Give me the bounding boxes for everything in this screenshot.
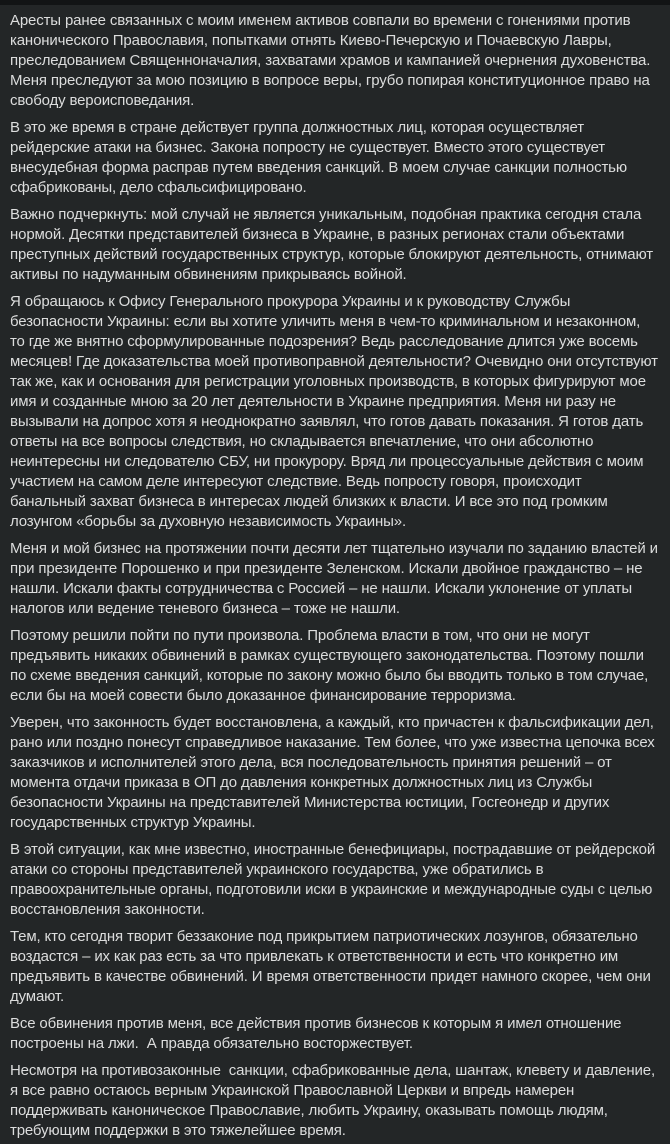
paragraph-arrests-of-assets: Аресты ранее связанных с моим именем активов совпали во времени с гонениями против канонического Православия, попытками отнять Киево-Печерскую и Почаевскую Лавры, преследованием Священноначалия, захватами храмов и кампанией очернения духовенства. Меня преследуют за мою позицию в вопросе веры, грубо попирая конституционное право на свободу вероисповедания. (10, 12, 655, 109)
paragraph-retribution: Тем, кто сегодня творит беззаконие под прикрытием патриотических лозунгов, обязательно воздастся – их как раз есть за что привлекать к ответственности и есть что конкретно им предъявить в качестве обвинений. И время ответственности придет намного скорее, чем они думают. (10, 928, 655, 1005)
paragraph-ten-years-scrutiny: Меня и мой бизнес на протяжении почти десяти лет тщательно изучали по заданию властей и при президенте Порошенко и при президенте Зеленском. Искали двойное гражданство – не нашли. Искали факты сотрудничества с Россией – не нашли. Искали уклонение от уплаты налогов или ведение теневого бизнеса – тоже не нашли. (10, 540, 662, 617)
paragraph-accusations-built-on-lies: Все обвинения против меня, все действия против бизнесов к которым я имел отношение построены на лжи. А правда обязательно восторжествует. (10, 1015, 626, 1052)
paragraph-foreign-beneficiaries: В этой ситуации, как мне известно, иностранные бенефициары, пострадавшие от рейдерской атаки со стороны представителей украинского государства, уже обратились в правоохранительные органы, подготовили иски в украинские и международные суды с целью восстановления законности. (10, 841, 660, 918)
paragraph-path-of-arbitrariness: Поэтому решили пойти по пути произвола. Проблема власти в том, что они не могут предъявить никаких обвинений в рамках существующего законодательства. Поэтому пошли по схеме введения санкций, которые по закону можно было бы вводить только в том случае, если бы на моей совести было доказанное финансирование терроризма. (10, 627, 653, 704)
paragraph-faithful-to-church: Несмотря на противозаконные санкции, сфабрикованные дела, шантаж, клевету и давление, я все равно остаюсь верным Украинской Православной Церкви и впредь намерен поддерживать каноническое Православие, любить Украину, оказывать помощь людям, требующим поддержки в это тяжелейшее время. (10, 1062, 660, 1139)
paragraph-lawfulness-restored: Уверен, что законность будет восстановлена, а каждый, кто причастен к фальсификации дел, рано или поздно понесут справедливое наказание. Тем более, что уже известна цепочка всех заказчиков и исполнителей этого дела, вся последовательность принятия решений – от момента отдачи приказа в ОП до давления конкретных должностных лиц из Службы безопасности Украины на представителей Министерства юстиции, Госгеонедр и других государственных структур Украины. (10, 714, 659, 831)
paragraph-raider-attacks: В это же время в стране действует группа должностных лиц, которая осуществляет рейдерские атаки на бизнес. Закона попросту не существует. Вместо этого существует внесудебная форма расправ путем введения санкций. В моем случае санкции полностью сфабрикованы, дело сфальсифицировано. (10, 119, 631, 196)
post-text-body (0, 5, 670, 1141)
paragraph-not-unique-case: Важно подчеркнуть: мой случай не является уникальным, подобная практика сегодня стала нормой. Десятки представителей бизнеса в Украине, в разных регионах стали объектами преступных действий государственных структур, которые блокируют деятельность, отнимают активы по надуманным обвинениям прикрываясь войной. (10, 206, 657, 283)
paragraph-appeal-to-prosecutor: Я обращаюсь к Офису Генерального прокурора Украины и к руководству Службы безопасности Украины: если вы хотите уличить меня в чем-то криминальном и незаконном, то где же внятно сформулированные подозрения? Ведь расследование длится уже восемь месяцев! Где доказательства моей противоправной деятельности? Очевидно они отсутствуют так же, как и основания для регистрации уголовных производств, в которых фигурируют мое имя и созданные мною за 20 лет деятельности в Украине предприятия. Меня ни разу не вызывали на допрос хотя я неоднократно заявлял, что готов давать показания. Я готов дать ответы на все вопросы следствия, но складывается впечатление, что они абсолютно неинтересны ни следователю СБУ, ни прокурору. Вряд ли процессуальные действия с моим участием на самом деле интересуют следствие. Ведь попросту говоря, происходит банальный захват бизнеса в интересах людей близких к власти. И все это под громким лозунгом «борьбы за духовную независимость Украины». (10, 293, 662, 530)
